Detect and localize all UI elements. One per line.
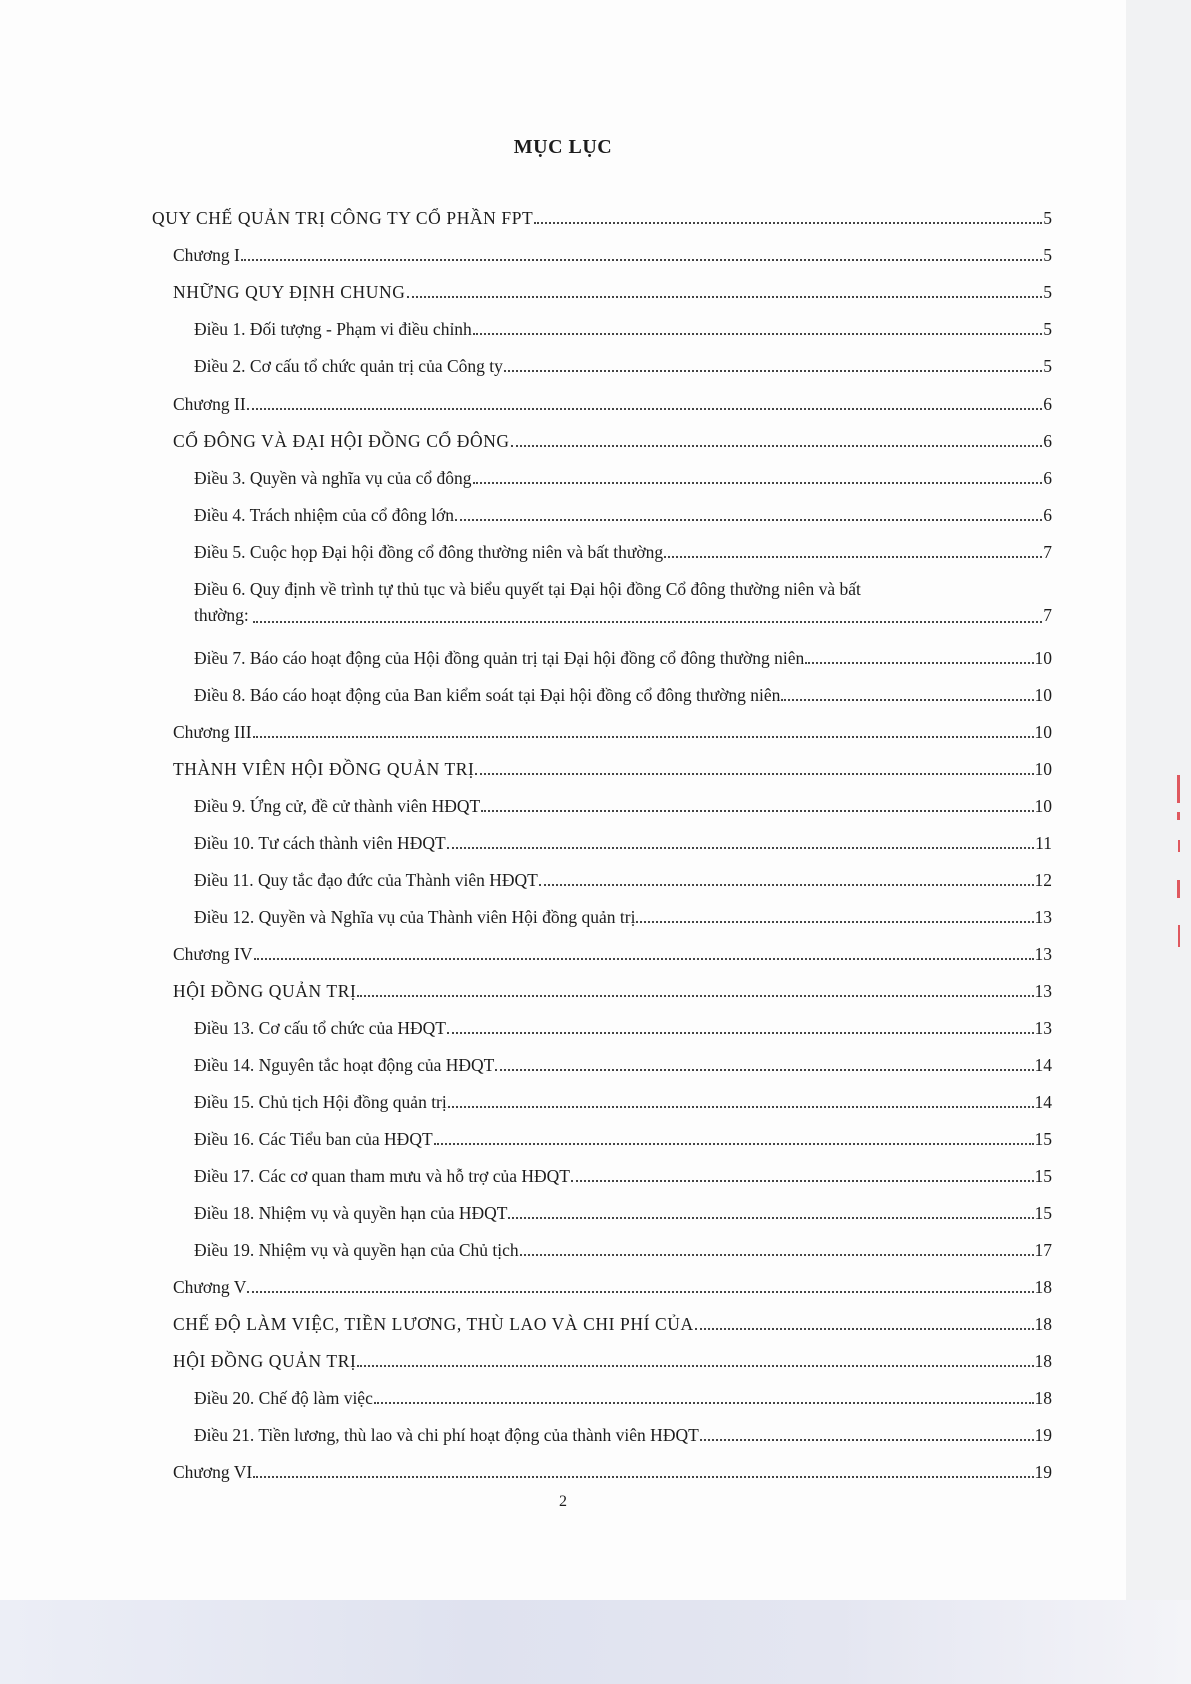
- toc-entry[interactable]: [194, 1017, 1052, 1039]
- toc-entry[interactable]: [173, 1350, 1052, 1372]
- dot-leader: [495, 1069, 1033, 1071]
- toc-entry-page: 13: [1034, 981, 1052, 1001]
- toc-entry[interactable]: [194, 1239, 1052, 1261]
- toc-entry-label: Điều 8. Báo cáo hoạt động của Ban kiểm soát tại Đại hội đồng cổ đông thường niên: [194, 685, 781, 705]
- dot-leader: [447, 1032, 1034, 1034]
- dot-leader: [357, 1365, 1033, 1367]
- dot-leader: [571, 1180, 1034, 1182]
- toc-entry-page: 10: [1034, 796, 1052, 816]
- toc-entry-page: 18: [1034, 1277, 1052, 1297]
- toc-entry[interactable]: [194, 832, 1052, 854]
- toc-entry-label: HỘI ĐỒNG QUẢN TRỊ: [173, 1351, 357, 1371]
- toc-entry-page: 13: [1034, 907, 1052, 927]
- toc-entry-label: Điều 9. Ứng cử, đề cử thành viên HĐQT: [194, 796, 481, 816]
- page-number: 2: [559, 1493, 567, 1510]
- toc-entry-label: Chương V: [173, 1277, 247, 1297]
- toc-entry-label: QUY CHẾ QUẢN TRỊ CÔNG TY CỔ PHẦN FPT: [152, 208, 534, 228]
- toc-entry-page: 10: [1034, 685, 1052, 705]
- toc-entry[interactable]: [173, 721, 1052, 743]
- toc-entry[interactable]: [194, 906, 1052, 928]
- toc-entry-label: CHẾ ĐỘ LÀM VIỆC, TIỀN LƯƠNG, THÙ LAO VÀ CHI PHÍ CỦA: [173, 1314, 694, 1334]
- toc-entry[interactable]: [194, 1128, 1052, 1150]
- toc-entry[interactable]: [194, 795, 1052, 817]
- toc-entry-page: 7: [1043, 542, 1052, 562]
- toc-entry-page: 10: [1034, 648, 1052, 668]
- dot-leader: [481, 810, 1033, 812]
- toc-entry-page: 18: [1034, 1351, 1052, 1371]
- toc-entry-label: Điều 14. Nguyên tắc hoạt động của HĐQT: [194, 1055, 495, 1075]
- toc-entry-label: Điều 16. Các Tiểu ban của HĐQT: [194, 1129, 433, 1149]
- dot-leader: [504, 370, 1042, 372]
- dot-leader: [534, 222, 1042, 224]
- toc-title: MỤC LỤC: [513, 136, 613, 158]
- dot-leader: [520, 1254, 1034, 1256]
- toc-entry[interactable]: [194, 504, 1052, 526]
- toc-entry-label: Điều 1. Đối tượng - Phạm vi điều chỉnh: [194, 319, 472, 339]
- toc-entry[interactable]: [194, 318, 1052, 340]
- toc-entry[interactable]: [194, 355, 1052, 377]
- toc-entry-label: Chương III: [173, 722, 252, 742]
- toc-entry-page: 15: [1034, 1166, 1052, 1186]
- toc-entry-label: Điều 13. Cơ cấu tổ chức của HĐQT: [194, 1018, 446, 1038]
- toc-entry-page: 13: [1034, 944, 1052, 964]
- dot-leader: [434, 1143, 1034, 1145]
- toc-entry-label: Chương VI: [173, 1462, 253, 1482]
- dot-leader: [664, 556, 1042, 558]
- dot-leader: [253, 1476, 1033, 1478]
- toc-entry-page: 7: [1043, 605, 1052, 625]
- toc-entry[interactable]: [173, 1276, 1052, 1298]
- toc-entry-label: Điều 7. Báo cáo hoạt động của Hội đồng quản trị tại Đại hội đồng cổ đông thường niên: [194, 648, 805, 668]
- toc-entry-label: Điều 19. Nhiệm vụ và quyền hạn của Chủ tịch: [194, 1240, 519, 1260]
- toc-entry-page: 15: [1034, 1203, 1052, 1223]
- toc-entry-page: 6: [1043, 394, 1052, 414]
- dot-leader: [241, 259, 1042, 261]
- toc-entry-page: 17: [1034, 1240, 1052, 1260]
- toc-entry[interactable]: [194, 1165, 1052, 1187]
- toc-entry[interactable]: [173, 980, 1052, 1002]
- toc-entry-page: 13: [1034, 1018, 1052, 1038]
- toc-entry-label: Điều 17. Các cơ quan tham mưu và hỗ trợ của HĐQT: [194, 1166, 570, 1186]
- toc-entry[interactable]: [194, 1054, 1052, 1076]
- toc-entry-label: THÀNH VIÊN HỘI ĐỒNG QUẢN TRỊ: [173, 759, 475, 779]
- toc-entry[interactable]: [173, 393, 1052, 415]
- toc-entry[interactable]: [194, 684, 1052, 706]
- dot-leader: [805, 662, 1033, 664]
- toc-entry-label: Chương II: [173, 394, 246, 414]
- toc-entry-page: 19: [1034, 1425, 1052, 1445]
- dot-leader: [636, 921, 1033, 923]
- dot-leader: [473, 333, 1042, 335]
- toc-entry[interactable]: [194, 467, 1052, 489]
- toc-entry-page: 10: [1034, 759, 1052, 779]
- toc-entry[interactable]: [173, 244, 1052, 266]
- toc-entry[interactable]: [173, 281, 1052, 303]
- toc-entry[interactable]: [194, 541, 1052, 563]
- toc-entry-label: Điều 15. Chủ tịch Hội đồng quản trị: [194, 1092, 447, 1112]
- toc-entry-page: 6: [1043, 431, 1052, 451]
- dot-leader: [407, 296, 1043, 298]
- dot-leader: [475, 773, 1033, 775]
- toc-entry-page: 14: [1034, 1055, 1052, 1075]
- toc-entry-page: 5: [1043, 319, 1052, 339]
- toc-entry[interactable]: [152, 207, 1052, 229]
- toc-entry[interactable]: [194, 1424, 1052, 1446]
- toc-entry[interactable]: [194, 1387, 1052, 1409]
- toc-entry-page: 5: [1043, 208, 1052, 228]
- toc-entry-page: 18: [1034, 1314, 1052, 1334]
- dot-leader: [447, 847, 1034, 849]
- toc-entry[interactable]: [194, 1091, 1052, 1113]
- toc-entry-page: 11: [1035, 833, 1052, 853]
- toc-entry[interactable]: [194, 576, 1052, 628]
- dot-leader: [781, 699, 1033, 701]
- dot-leader: [695, 1328, 1034, 1330]
- toc-entry-page: 6: [1043, 505, 1052, 525]
- toc-entry-page: 18: [1034, 1388, 1052, 1408]
- dot-leader: [539, 884, 1034, 886]
- toc-entry-label: Điều 18. Nhiệm vụ và quyền hạn của HĐQT: [194, 1203, 508, 1223]
- toc-entry-page: 5: [1043, 356, 1052, 376]
- toc-entry-page: 19: [1034, 1462, 1052, 1482]
- dot-leader: [700, 1439, 1034, 1441]
- dot-leader: [247, 1291, 1033, 1293]
- toc-entry-label: Điều 20. Chế độ làm việc: [194, 1388, 373, 1408]
- scan-margin: [1126, 0, 1191, 1684]
- dot-leader: [253, 736, 1034, 738]
- toc-entry-label: Điều 12. Quyền và Nghĩa vụ của Thành viên Hội đồng quản trị: [194, 907, 636, 927]
- toc-entry-label: Điều 6. Quy định về trình tự thủ tục và biểu quyết tại Đại hội đồng Cổ đông thường niên và bất: [194, 579, 861, 599]
- toc-entry-label: Điều 21. Tiền lương, thù lao và chi phí hoạt động của thành viên HĐQT: [194, 1425, 699, 1445]
- toc-entry-label: Chương IV: [173, 944, 253, 964]
- dot-leader: [508, 1217, 1033, 1219]
- dot-leader: [448, 1106, 1034, 1108]
- toc-entry[interactable]: [173, 1313, 1052, 1335]
- dot-leader: [247, 408, 1043, 410]
- toc-entry-label: Điều 10. Tư cách thành viên HĐQT: [194, 833, 446, 853]
- dot-leader: [357, 995, 1033, 997]
- toc-entry-page: 12: [1034, 870, 1052, 890]
- dot-leader: [473, 482, 1043, 484]
- toc-entry-label: Điều 2. Cơ cấu tổ chức quản trị của Công ty: [194, 356, 503, 376]
- toc-entry[interactable]: [194, 869, 1052, 891]
- toc-entry-label-cont: thường:: [194, 605, 249, 625]
- toc-entry-label: Điều 5. Cuộc họp Đại hội đồng cổ đông thường niên và bất thường: [194, 542, 664, 562]
- toc-entry-page: 6: [1043, 468, 1052, 488]
- dot-leader: [374, 1402, 1034, 1404]
- toc-entry-page: 14: [1034, 1092, 1052, 1112]
- toc-entry-page: 10: [1034, 722, 1052, 742]
- toc-entry[interactable]: [173, 943, 1052, 965]
- toc-entry[interactable]: [173, 430, 1052, 452]
- toc-entry-label: Điều 11. Quy tắc đạo đức của Thành viên HĐQT: [194, 870, 538, 890]
- dot-leader: [511, 445, 1043, 447]
- toc-entry-label: HỘI ĐỒNG QUẢN TRỊ: [173, 981, 357, 1001]
- toc-entry-page: 5: [1043, 282, 1052, 302]
- toc-entry-page: 5: [1043, 245, 1052, 265]
- toc-entry-label: Điều 4. Trách nhiệm của cổ đông lớn: [194, 505, 455, 525]
- toc-entry-label: NHỮNG QUY ĐỊNH CHUNG: [173, 282, 406, 302]
- toc-entry[interactable]: [173, 758, 1052, 780]
- toc-entry-label: Điều 3. Quyền và nghĩa vụ của cổ đông: [194, 468, 472, 488]
- dot-leader: [253, 621, 1043, 623]
- toc-entry[interactable]: [194, 647, 1052, 669]
- toc-entry-page: 15: [1034, 1129, 1052, 1149]
- toc-entry-label: CỔ ĐÔNG VÀ ĐẠI HỘI ĐỒNG CỔ ĐÔNG: [173, 431, 510, 451]
- toc-entry[interactable]: [173, 1461, 1052, 1483]
- dot-leader: [254, 958, 1034, 960]
- toc-entry[interactable]: [194, 1202, 1052, 1224]
- dot-leader: [455, 519, 1042, 521]
- scan-shadow: [0, 1600, 1191, 1684]
- toc-entry-label: Chương I: [173, 245, 240, 265]
